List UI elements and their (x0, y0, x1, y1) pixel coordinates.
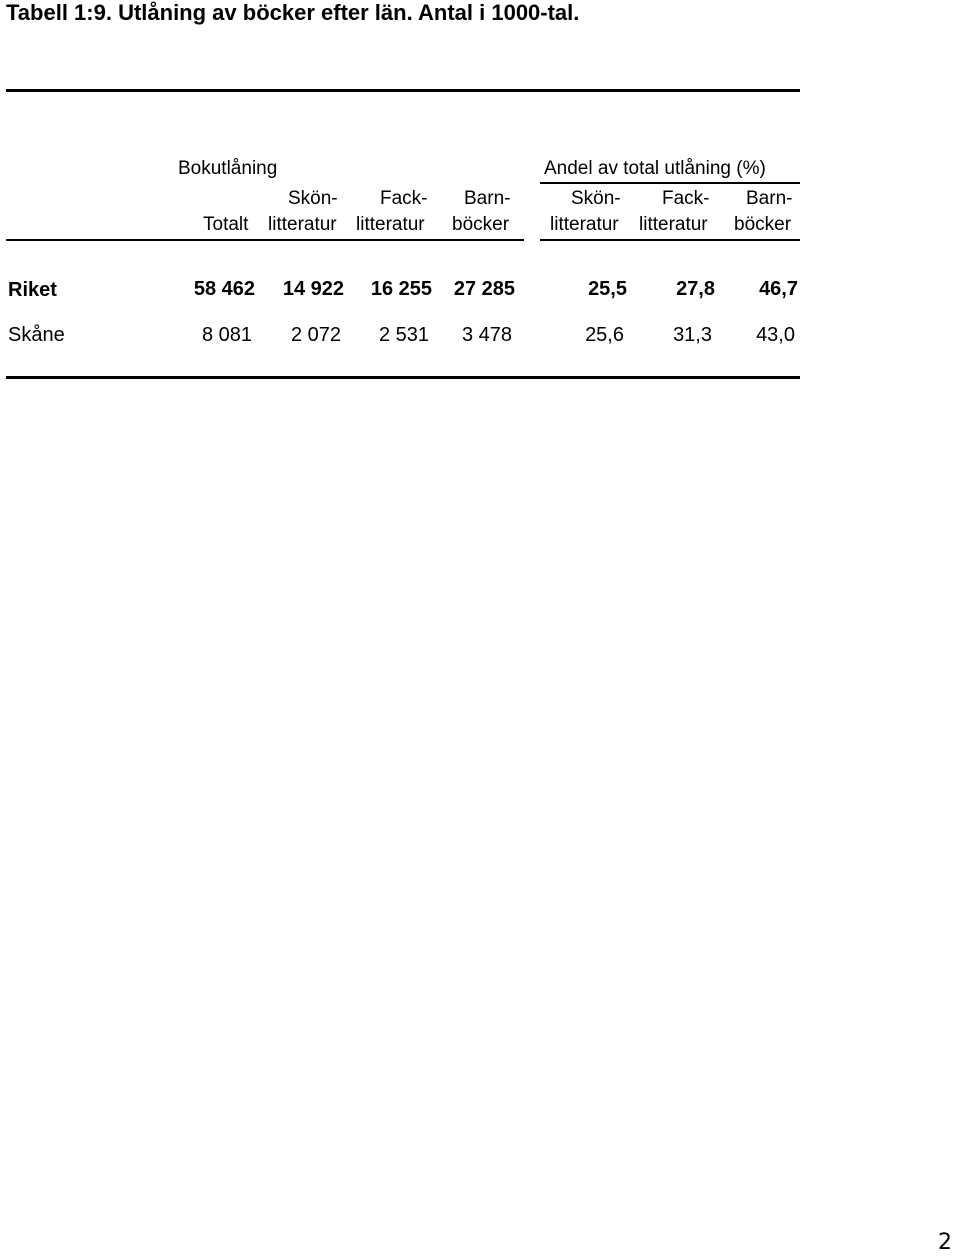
table-cell: 8 081 (201, 324, 252, 346)
table-cell: 27,8 (676, 278, 715, 300)
table-cell: 31,3 (673, 324, 712, 346)
col-header-line2: böcker (734, 214, 792, 235)
table-cell: 2 072 (290, 324, 341, 346)
table-cell: 43,0 (756, 324, 795, 346)
col-header-line2: litteratur (639, 214, 708, 235)
bottom-rule (6, 376, 800, 379)
table-cell: 2 531 (378, 324, 429, 346)
col-header-line2: litteratur (268, 214, 337, 235)
group-header-loans: Bokutlåning (178, 158, 278, 179)
col-header-line2: Totalt (203, 214, 249, 235)
col-header-line2: litteratur (356, 214, 425, 235)
table-cell: 14 922 (282, 278, 344, 300)
table-cell: 25,6 (585, 324, 624, 346)
table-cell: 16 255 (370, 278, 432, 300)
table-title: Tabell 1:9. Utlåning av böcker efter län. Antal i 1000-tal. (6, 0, 580, 25)
col-header-line2: litteratur (550, 214, 619, 235)
col-header-line1: Fack- (380, 188, 428, 209)
page-number: 2 (938, 1230, 952, 1255)
top-rule (6, 89, 800, 92)
table-cell: 58 462 (193, 278, 255, 300)
group-rule-share (540, 182, 800, 184)
group-header-share: Andel av total utlåning (%) (544, 158, 766, 179)
col-header-line1: Barn- (746, 188, 793, 209)
col-header-line1: Skön- (288, 188, 338, 209)
col-header-line2: böcker (452, 214, 510, 235)
table-cell: 27 285 (453, 278, 515, 300)
col-header-line1: Fack- (662, 188, 710, 209)
col-header-line1: Barn- (464, 188, 511, 209)
table-cell: 46,7 (759, 278, 798, 300)
row-label: Skåne (8, 324, 65, 346)
table-cell: 25,5 (588, 278, 627, 300)
row-label: Riket (8, 279, 57, 301)
col-header-line1: Skön- (571, 188, 621, 209)
header-rule-right (540, 239, 800, 241)
header-rule-left (6, 239, 524, 241)
table-cell: 3 478 (461, 324, 512, 346)
